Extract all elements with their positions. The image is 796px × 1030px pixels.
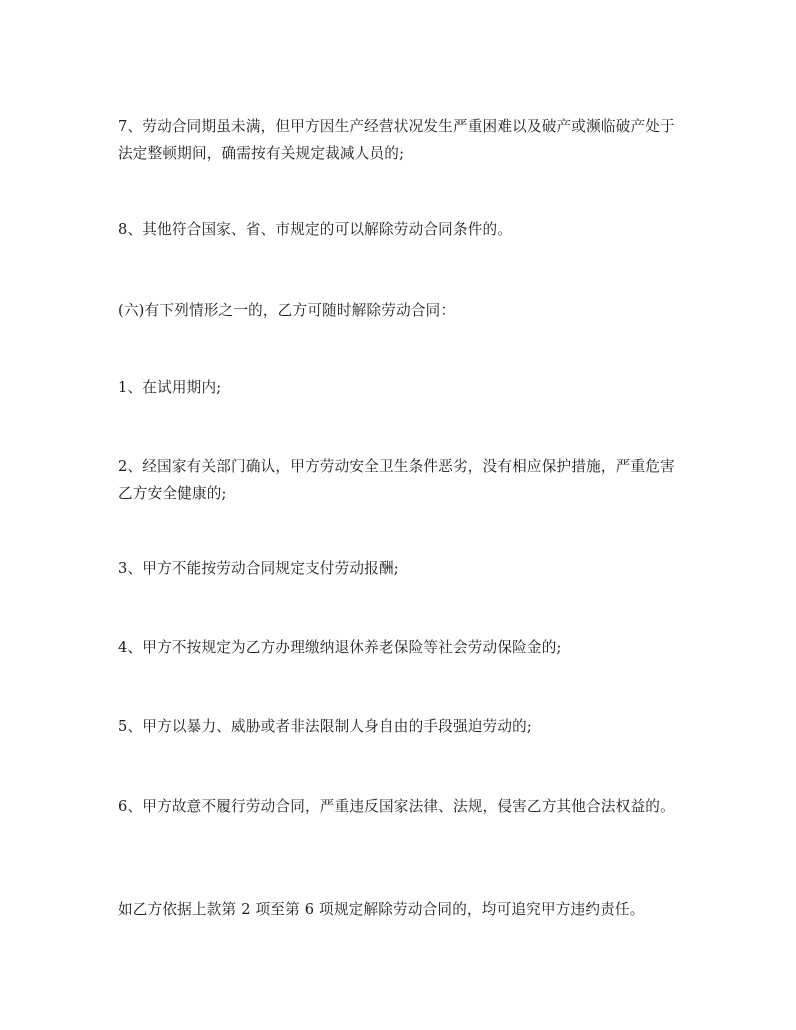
paragraph-item-6: 6、甲方故意不履行劳动合同，严重违反国家法律、法规，侵害乙方其他合法权益的。 bbox=[118, 798, 675, 815]
paragraph-clause-7: 7、劳动合同期虽未满，但甲方因生产经营状况发生严重困难以及破产或濒临破产处于法定整顿期间，确需按有关规定裁减人员的; bbox=[118, 118, 675, 162]
paragraph-item-3: 3、甲方不能按劳动合同规定支付劳动报酬; bbox=[118, 560, 399, 577]
paragraph-clause-8: 8、其他符合国家、省、市规定的可以解除劳动合同条件的。 bbox=[118, 221, 513, 238]
paragraph-section-6-heading: (六)有下列情形之一的，乙方可随时解除劳动合同： bbox=[118, 302, 456, 319]
paragraph-item-2: 2、经国家有关部门确认，甲方劳动安全卫生条件恶劣，没有相应保护措施，严重危害乙方安全健康的; bbox=[118, 458, 675, 502]
paragraph-item-5: 5、甲方以暴力、威胁或者非法限制人身自由的手段强迫劳动的; bbox=[118, 718, 533, 735]
paragraph-item-4: 4、甲方不按规定为乙方办理缴纳退休养老保险等社会劳动保险金的; bbox=[118, 639, 562, 656]
paragraph-item-1: 1、在试用期内; bbox=[118, 379, 222, 396]
paragraph-liability-note: 如乙方依据上款第 2 项至第 6 项规定解除劳动合同的，均可追究甲方违约责任。 bbox=[118, 901, 645, 918]
